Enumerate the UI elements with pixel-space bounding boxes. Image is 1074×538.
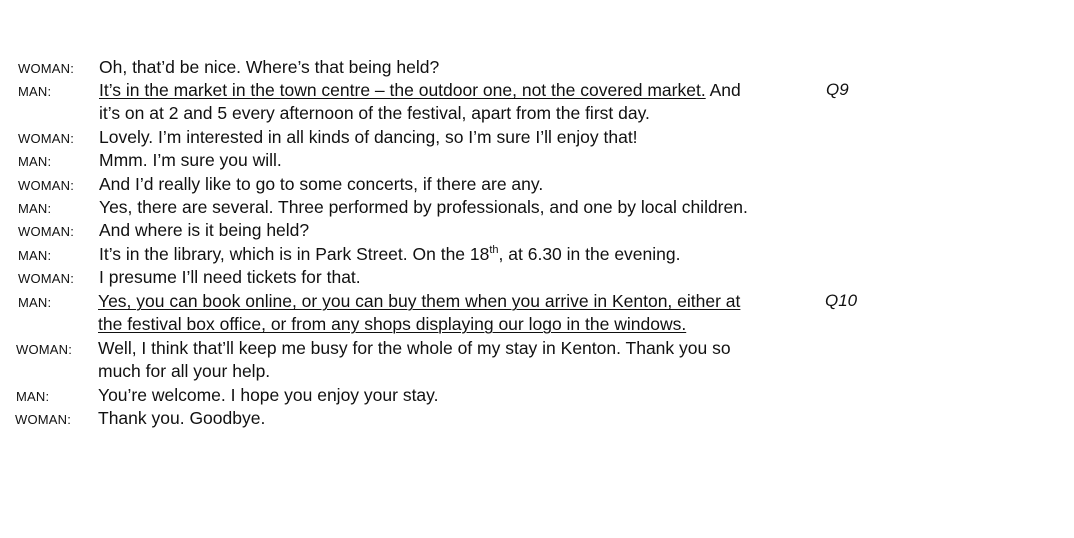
dialogue-line: And I’d really like to go to some concerts, if there are any. (99, 174, 544, 194)
speaker-label: MAN: (18, 295, 52, 310)
speaker-label: WOMAN: (18, 224, 75, 239)
dialogue-line: I presume I’ll need tickets for that. (99, 267, 361, 287)
answer-text: the festival box office, or from any shops displaying our logo in the windows. (98, 314, 687, 334)
answer-text: It’s in the market in the town centre – the outdoor one, not the covered market. (99, 80, 706, 100)
dialogue-line: much for all your help. (98, 361, 271, 381)
ordinal-suffix: th (489, 244, 499, 257)
dialogue-line: Well, I think that’ll keep me busy for the whole of my stay in Kenton. Thank you so (98, 338, 731, 358)
speaker-label: MAN: (18, 84, 52, 99)
dialogue-line (98, 290, 740, 312)
dialogue-text: It’s in the library, which is in Park Street. On the 18 (99, 244, 490, 264)
speaker-label: WOMAN: (18, 178, 75, 193)
dialogue-text: , at 6.30 in the evening. (498, 244, 681, 264)
speaker-label: MAN: (18, 201, 52, 216)
dialogue-line: Lovely. I’m interested in all kinds of dancing, so I’m sure I’ll enjoy that! (99, 127, 638, 147)
question-label: Q10 (825, 291, 858, 310)
dialogue-line: Thank you. Goodbye. (98, 408, 266, 428)
dialogue-line: Mmm. I’m sure you will. (99, 150, 282, 170)
speaker-label: MAN: (18, 154, 52, 169)
dialogue-line: Oh, that’d be nice. Where’s that being held? (99, 57, 440, 77)
answer-text: Yes, you can book online, or you can buy them when you arrive in Kenton, either at (98, 291, 741, 311)
dialogue-line (98, 313, 686, 335)
speaker-label: WOMAN: (18, 271, 75, 286)
speaker-label: MAN: (18, 248, 52, 263)
question-label: Q9 (826, 80, 849, 99)
dialogue-line: Yes, there are several. Three performed by professionals, and one by local children. (99, 197, 748, 217)
dialogue-line (99, 79, 741, 101)
dialogue-line (99, 243, 681, 265)
dialogue-line: it’s on at 2 and 5 every afternoon of the festival, apart from the first day. (99, 103, 650, 123)
speaker-label: WOMAN: (18, 131, 75, 146)
speaker-label: MAN: (16, 389, 50, 404)
speaker-label: WOMAN: (15, 412, 72, 427)
dialogue-line: And where is it being held? (99, 220, 310, 240)
speaker-label: WOMAN: (16, 342, 73, 357)
speaker-label: WOMAN: (18, 61, 75, 76)
dialogue-text: And (705, 80, 741, 100)
dialogue-line: You’re welcome. I hope you enjoy your stay. (98, 385, 439, 405)
